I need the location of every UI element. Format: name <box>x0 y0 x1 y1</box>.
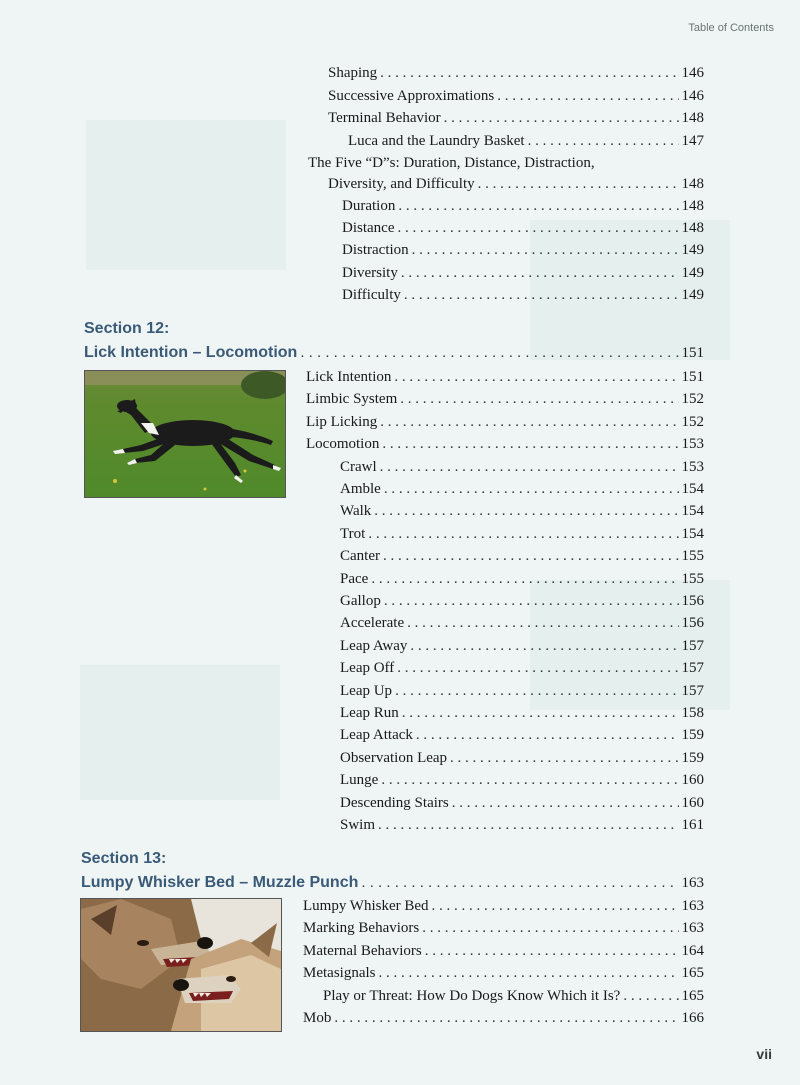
entry-page: 161 <box>681 817 704 833</box>
toc-entry[interactable] <box>342 262 704 284</box>
toc-entry[interactable] <box>340 478 704 500</box>
dot-leader <box>361 872 678 894</box>
entry-page: 156 <box>681 593 704 609</box>
dot-leader <box>380 411 678 433</box>
dot-leader <box>379 962 679 984</box>
entry-page: 163 <box>681 875 704 891</box>
entry-page: 153 <box>681 458 704 475</box>
entry-page: 154 <box>681 503 704 520</box>
show-through-shape <box>86 120 286 270</box>
dot-leader <box>432 895 679 917</box>
dot-leader <box>383 545 679 567</box>
dot-leader <box>334 1007 678 1029</box>
toc-entry[interactable] <box>340 500 704 522</box>
entry-title: Luca and the Laundry Basket <box>348 133 525 149</box>
toc-entry[interactable] <box>340 814 704 836</box>
toc-entry[interactable] <box>340 635 704 657</box>
entry-page: 148 <box>681 110 704 126</box>
dot-leader <box>623 985 678 1007</box>
dot-leader <box>371 568 678 590</box>
toc-entry[interactable] <box>303 940 704 962</box>
entry-page: 163 <box>681 898 704 914</box>
entry-page: 165 <box>681 965 704 982</box>
entry-title: Canter <box>340 548 380 565</box>
entry-page: 146 <box>681 65 704 81</box>
entry-title: Lunge <box>340 772 379 789</box>
dot-leader <box>425 940 679 962</box>
toc-entry[interactable] <box>303 1007 704 1029</box>
section-title: Lick Intention – Locomotion <box>84 344 298 361</box>
entry-title: Leap Away <box>340 637 408 654</box>
dot-leader <box>381 769 678 791</box>
entry-page: 157 <box>681 660 704 677</box>
toc-entry[interactable] <box>340 769 704 791</box>
entry-title: Leap Run <box>340 705 399 721</box>
dot-leader <box>401 262 679 284</box>
toc-entry[interactable] <box>342 217 704 239</box>
dot-leader <box>397 217 678 239</box>
section-12-heading[interactable] <box>84 342 704 364</box>
entry-title: Duration <box>342 198 396 214</box>
dot-leader <box>404 284 679 306</box>
running-head: Table of Contents <box>688 22 774 34</box>
toc-entry[interactable] <box>328 107 704 129</box>
galloping-dog-photo <box>84 370 286 498</box>
entry-title: Maternal Behaviors <box>303 942 422 959</box>
toc-entry[interactable] <box>328 62 704 84</box>
toc-entry[interactable] <box>328 85 704 107</box>
dot-leader <box>300 342 678 364</box>
entry-page: 146 <box>681 88 704 104</box>
toc-entry[interactable] <box>340 523 704 545</box>
entry-title: Successive Approximations <box>328 88 495 104</box>
toc-entry[interactable] <box>340 747 704 769</box>
dot-leader <box>382 433 678 455</box>
toc-entry[interactable] <box>323 985 704 1007</box>
dot-leader <box>416 724 679 746</box>
entry-page: 154 <box>681 481 704 497</box>
dot-leader <box>422 917 678 939</box>
dot-leader <box>374 500 678 522</box>
entry-page: 151 <box>681 369 704 385</box>
toc-entry[interactable] <box>306 433 704 455</box>
entry-title: Lick Intention <box>306 369 392 385</box>
section-12-label: Section 12: <box>84 320 170 337</box>
entry-page: 166 <box>681 1010 704 1026</box>
entry-title: Diversity <box>342 265 398 281</box>
entry-title: Gallop <box>340 593 381 609</box>
toc-entry[interactable] <box>340 792 704 814</box>
entry-title: Shaping <box>328 65 378 81</box>
dot-leader <box>410 635 678 657</box>
entry-title: Trot <box>340 525 366 542</box>
entry-title: Accelerate <box>340 615 405 632</box>
entry-title: Observation Leap <box>340 749 448 766</box>
entry-title: Distraction <box>342 242 409 258</box>
entry-page: 158 <box>681 705 704 721</box>
entry-page: 148 <box>681 220 704 236</box>
entry-title: Crawl <box>340 458 377 475</box>
entry-title: Leap Attack <box>340 727 413 744</box>
entry-page: 163 <box>681 920 704 937</box>
entry-title: Swim <box>340 817 376 833</box>
toc-entry[interactable] <box>348 130 704 152</box>
dot-leader <box>407 612 678 634</box>
entry-title: Descending Stairs <box>340 794 449 811</box>
entry-title: Walk <box>340 503 372 520</box>
entry-page: 155 <box>681 570 704 587</box>
entry-page: 156 <box>681 615 704 632</box>
entry-page: 149 <box>681 287 704 303</box>
entry-page: 149 <box>681 242 704 258</box>
entry-page: 148 <box>681 176 704 192</box>
entry-title-line1: The Five “D”s: Duration, Distance, Distraction, <box>308 155 595 171</box>
entry-page: 152 <box>681 413 704 430</box>
entry-page: 160 <box>681 772 704 789</box>
entry-page: 149 <box>681 265 704 281</box>
entry-title: Lip Licking <box>306 413 378 430</box>
dot-leader <box>452 792 679 814</box>
entry-page: 159 <box>681 749 704 766</box>
dot-leader <box>378 814 678 836</box>
dot-leader <box>412 239 679 261</box>
toc-entry[interactable] <box>306 411 704 433</box>
dot-leader <box>478 173 679 195</box>
dot-leader <box>397 657 678 679</box>
toc-entry[interactable] <box>303 917 704 939</box>
dot-leader <box>497 85 678 107</box>
entry-title: Amble <box>340 481 381 497</box>
snarling-wolves-photo <box>80 898 282 1032</box>
toc-entry[interactable] <box>342 195 704 217</box>
entry-page: 160 <box>681 794 704 811</box>
entry-page: 157 <box>681 637 704 654</box>
dot-leader <box>384 478 679 500</box>
entry-title: Diversity, and Difficulty <box>328 176 475 192</box>
toc-entry[interactable] <box>340 568 704 590</box>
dot-leader <box>402 702 679 724</box>
entry-page: 151 <box>681 345 704 361</box>
entry-page: 164 <box>681 942 704 959</box>
entry-page: 157 <box>681 682 704 699</box>
toc-entry[interactable] <box>303 895 704 917</box>
toc-entry[interactable] <box>340 724 704 746</box>
toc-entry[interactable] <box>306 388 704 410</box>
entry-page: 159 <box>681 727 704 744</box>
toc-entry[interactable] <box>340 702 704 724</box>
dot-leader <box>528 130 679 152</box>
section-13-label: Section 13: <box>81 850 167 867</box>
section-title: Lumpy Whisker Bed – Muzzle Punch <box>81 874 359 891</box>
entry-title: Mob <box>303 1010 332 1026</box>
dot-leader <box>450 747 678 769</box>
toc-entry[interactable] <box>342 284 704 306</box>
entry-page: 165 <box>681 987 704 1004</box>
dot-leader <box>384 590 679 612</box>
entry-page: 152 <box>681 391 704 408</box>
dot-leader <box>394 366 678 388</box>
show-through-shape <box>80 665 280 800</box>
entry-page: 155 <box>681 548 704 565</box>
page-number: vii <box>756 1046 772 1062</box>
toc-entry[interactable] <box>340 590 704 612</box>
toc-entry[interactable] <box>340 657 704 679</box>
entry-title: Lumpy Whisker Bed <box>303 898 429 914</box>
dot-leader <box>380 62 678 84</box>
toc-entry[interactable] <box>328 173 704 195</box>
entry-page: 147 <box>681 133 704 149</box>
entry-page: 153 <box>681 436 704 453</box>
entry-title: Play or Threat: How Do Dogs Know Which it Is? <box>323 987 621 1004</box>
toc-entry[interactable] <box>340 680 704 702</box>
entry-title: Terminal Behavior <box>328 110 441 126</box>
entry-page: 148 <box>681 198 704 214</box>
section-13-heading[interactable] <box>81 872 704 894</box>
entry-title: Difficulty <box>342 287 401 303</box>
dot-leader <box>398 195 678 217</box>
dot-leader <box>444 107 679 129</box>
dot-leader <box>395 680 678 702</box>
entry-title: Marking Behaviors <box>303 920 420 937</box>
entry-title: Distance <box>342 220 395 236</box>
entry-page: 154 <box>681 525 704 542</box>
entry-title: Metasignals <box>303 965 376 982</box>
entry-title: Pace <box>340 570 369 587</box>
toc-entry[interactable] <box>340 612 704 634</box>
entry-title: Leap Up <box>340 682 393 699</box>
toc-entry[interactable] <box>340 456 704 478</box>
dot-leader <box>380 456 679 478</box>
toc-entry[interactable] <box>340 545 704 567</box>
entry-title: Locomotion <box>306 436 380 453</box>
dot-leader <box>368 523 678 545</box>
toc-entry[interactable] <box>306 366 704 388</box>
dot-leader <box>400 388 678 410</box>
entry-title: Limbic System <box>306 391 398 408</box>
entry-title: Leap Off <box>340 660 395 677</box>
toc-entry[interactable] <box>342 239 704 261</box>
toc-entry[interactable] <box>303 962 704 984</box>
